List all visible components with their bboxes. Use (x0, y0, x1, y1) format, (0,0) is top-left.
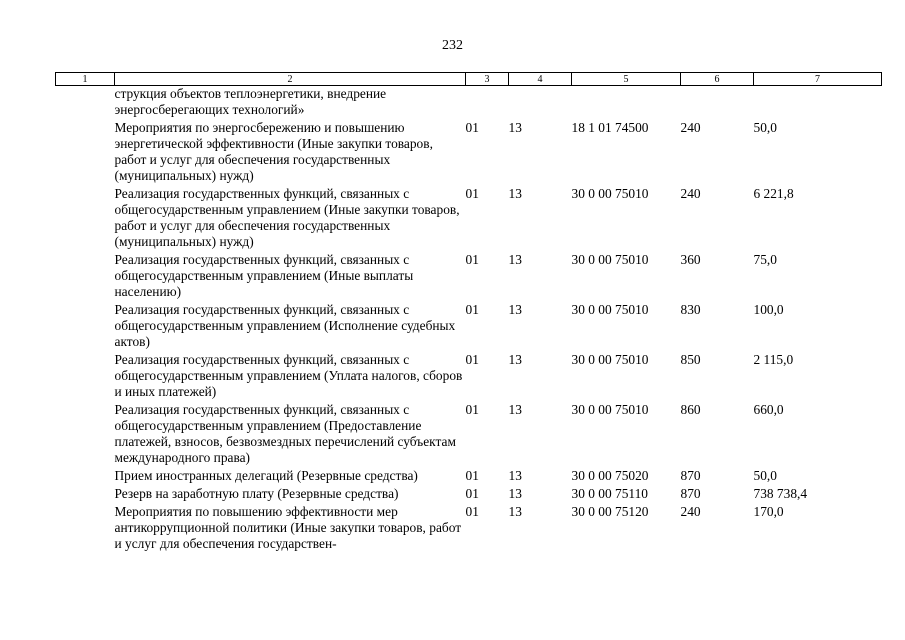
row-target-article: 30 0 00 75010 (571, 252, 649, 267)
row-section-code: 01 (465, 120, 479, 135)
row-blank-cell (56, 86, 115, 121)
row-expense-type: 850 (680, 352, 701, 367)
row-name: Резерв на заработную плату (Резервные средства) (114, 486, 399, 501)
row-blank-cell (56, 302, 115, 352)
column-header: 2 (115, 73, 466, 86)
row-amount: 50,0 (753, 468, 777, 483)
row-expense-type: 870 (680, 486, 701, 501)
row-section-code: 01 (465, 486, 479, 501)
row-blank-cell (56, 252, 115, 302)
row-target-article: 30 0 00 75120 (571, 504, 649, 519)
row-subsection-code (509, 86, 572, 121)
row-target-article: 30 0 00 75010 (571, 186, 649, 201)
row-subsection-code: 13 (508, 302, 522, 317)
row-subsection-code: 13 (508, 352, 522, 367)
row-section-code: 01 (465, 186, 479, 201)
row-section-code: 01 (465, 252, 479, 267)
row-name: струкция объектов теплоэнергетики, внедрение энергосберегающих технологий» (114, 86, 387, 117)
row-name: Прием иностранных делегаций (Резервные средства) (114, 468, 418, 483)
row-expense-type: 240 (680, 186, 701, 201)
table-row (56, 120, 882, 186)
table-row (56, 186, 882, 252)
row-target-article (572, 86, 681, 121)
row-amount: 6 221,8 (753, 186, 794, 201)
row-subsection-code: 13 (508, 468, 522, 483)
column-header: 3 (466, 73, 509, 86)
column-header: 1 (56, 73, 115, 86)
column-number-row (56, 73, 882, 86)
column-header: 5 (572, 73, 681, 86)
row-name: Реализация государственных функций, связанных с общегосударственным управлением (Предоставление платежей, взносов, безвозмездных перечислений субъектам международного права) (114, 402, 456, 465)
row-blank-cell (56, 402, 115, 468)
table-body (56, 86, 882, 555)
table-row (56, 252, 882, 302)
row-blank-cell (56, 120, 115, 186)
row-amount: 660,0 (753, 402, 784, 417)
row-amount: 170,0 (753, 504, 784, 519)
row-blank-cell (56, 504, 115, 554)
row-section-code: 01 (465, 402, 479, 417)
row-amount: 50,0 (753, 120, 777, 135)
row-name: Мероприятия по повышению эффективности мер антикоррупционной политики (Иные закупки товаров, работ и услуг для обеспечения государствен- (114, 504, 462, 551)
row-blank-cell (56, 186, 115, 252)
column-header: 4 (509, 73, 572, 86)
table-row (56, 402, 882, 468)
row-target-article: 30 0 00 75010 (571, 302, 649, 317)
row-expense-type: 860 (680, 402, 701, 417)
row-target-article: 30 0 00 75010 (571, 352, 649, 367)
table-row (56, 504, 882, 554)
row-expense-type: 870 (680, 468, 701, 483)
row-section-code: 01 (465, 302, 479, 317)
row-expense-type: 830 (680, 302, 701, 317)
row-expense-type: 240 (680, 120, 701, 135)
budget-table (55, 72, 882, 554)
table-row (56, 468, 882, 486)
table-row (56, 86, 882, 121)
row-expense-type: 240 (680, 504, 701, 519)
row-blank-cell (56, 468, 115, 486)
row-amount: 75,0 (753, 252, 777, 267)
row-section-code: 01 (465, 468, 479, 483)
row-name: Реализация государственных функций, связанных с общегосударственным управлением (Уплата налогов, сборов и иных платежей) (114, 352, 463, 399)
row-target-article: 30 0 00 75110 (571, 486, 648, 501)
row-name: Реализация государственных функций, связанных с общегосударственным управлением (Иные закупки товаров, работ и услуг для обеспечения государственных (муниципальных) нужд) (114, 186, 460, 249)
row-amount: 738 738,4 (753, 486, 808, 501)
row-blank-cell (56, 352, 115, 402)
row-subsection-code: 13 (508, 120, 522, 135)
row-section-code (466, 86, 509, 121)
row-amount (754, 86, 882, 121)
row-name: Реализация государственных функций, связанных с общегосударственным управлением (Исполнение судебных актов) (114, 302, 456, 349)
row-subsection-code: 13 (508, 252, 522, 267)
column-header: 6 (681, 73, 754, 86)
page-number: 232 (442, 38, 463, 53)
row-target-article: 30 0 00 75020 (571, 468, 649, 483)
column-header: 7 (754, 73, 882, 86)
row-target-article: 30 0 00 75010 (571, 402, 649, 417)
table-row (56, 302, 882, 352)
row-name: Мероприятия по энергосбережению и повышению энергетической эффективности (Иные закупки товаров, работ и услуг для обеспечения государственных (муниципальных) нужд) (114, 120, 433, 183)
row-name: Реализация государственных функций, связанных с общегосударственным управлением (Иные выплаты населению) (114, 252, 414, 299)
row-subsection-code: 13 (508, 402, 522, 417)
row-expense-type: 360 (680, 252, 701, 267)
row-expense-type (681, 86, 754, 121)
table-row (56, 352, 882, 402)
row-target-article: 18 1 01 74500 (571, 120, 649, 135)
row-subsection-code: 13 (508, 186, 522, 201)
row-subsection-code: 13 (508, 486, 522, 501)
row-section-code: 01 (465, 504, 479, 519)
row-blank-cell (56, 486, 115, 504)
row-subsection-code: 13 (508, 504, 522, 519)
row-section-code: 01 (465, 352, 479, 367)
row-amount: 100,0 (753, 302, 784, 317)
row-amount: 2 115,0 (753, 352, 794, 367)
table-row (56, 486, 882, 504)
